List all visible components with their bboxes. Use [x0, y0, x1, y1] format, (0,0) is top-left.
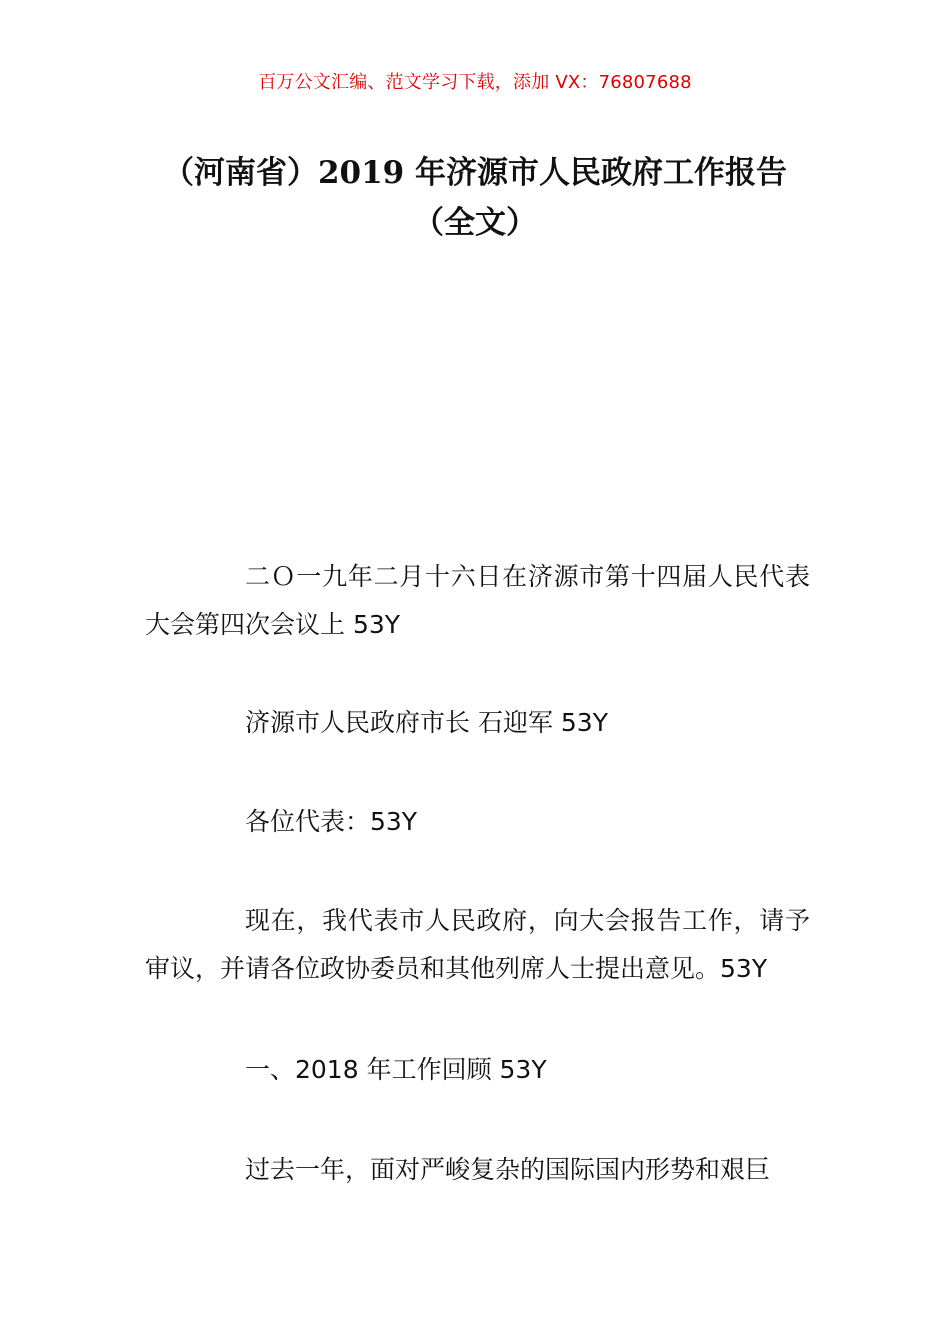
paragraph-review: 过去一年，面对严峻复杂的国际国内形势和艰巨	[245, 1155, 771, 1184]
paragraph-salutation: 各位代表：53Y	[245, 807, 418, 836]
paragraph-intro: 现在，我代表市人民政府，向大会报告工作，请予审议，并请各位政协委员和其他列席人士提出意见。53Y	[145, 906, 810, 983]
paragraph-speaker: 济源市人民政府市长 石迎军 53Y	[245, 708, 608, 737]
paragraph-meeting-date: 二Ｏ一九年二月十六日在济源市第十四届人民代表大会第四次会议上 53Y	[145, 562, 810, 639]
section-heading: 一、2018 年工作回顾 53Y	[245, 1055, 547, 1084]
document-title: （河南省）2019 年济源市人民政府工作报告（全文）	[162, 155, 788, 241]
header-note: 百万公文汇编、范文学习下载，添加 VX：76807688	[258, 72, 692, 93]
